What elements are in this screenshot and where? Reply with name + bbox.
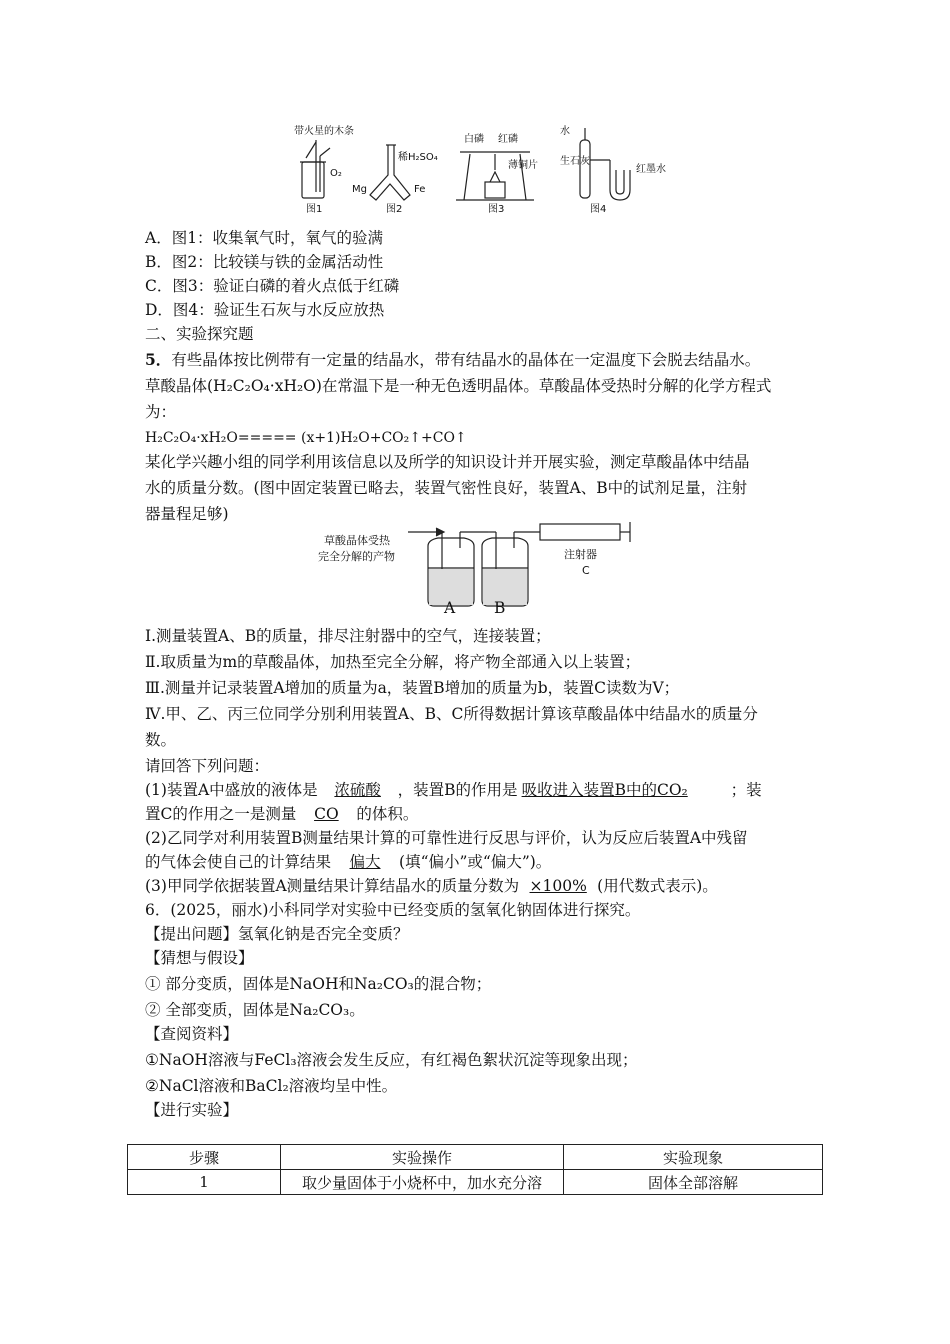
q5-number: 5． (145, 350, 172, 369)
experiment-table (127, 1144, 823, 1195)
header-step: 步骤 (128, 1145, 281, 1170)
q5-intro-3: 为： (145, 403, 177, 421)
fig2-left-label: Mg (352, 184, 367, 195)
q5-step-4-cont: 数。 (145, 731, 177, 749)
q5-step-3: Ⅲ.测量并记录装置A增加的质量为a，装置B增加的质量为b，装置C读数为V； (145, 679, 680, 697)
a1b-post: 的体积。 (356, 805, 419, 823)
bottle-a-label: A (444, 599, 456, 617)
q6-question: 【提出问题】氢氧化钠是否完全变质？ (145, 925, 409, 943)
header-phenomenon: 实验现象 (564, 1145, 823, 1170)
fig3-copper-label: 薄铜片 (508, 160, 538, 171)
a1-pre: (1)装置A中盛放的液体是 (145, 781, 318, 799)
q6-do-heading: 【进行实验】 (145, 1101, 239, 1119)
a1b-answer-gas: CO (314, 805, 339, 823)
a2-pre: 的气体会使自己的计算结果 (145, 853, 332, 871)
section-heading: 二、实验探究题 (145, 325, 254, 343)
syringe-label: 注射器 (564, 548, 597, 561)
fig2-acid-label: 稀H₂SO₄ (398, 152, 438, 163)
q5-step-4: Ⅳ.甲、乙、丙三位同学分别利用装置A、B、C所得数据计算该草酸晶体中结晶水的质量分 (145, 705, 758, 723)
table-row (128, 1170, 823, 1195)
fig4-ink-label: 红墨水 (636, 164, 666, 175)
q5-equation: H₂C₂O₄·xH₂O===== (x+1)H₂O+CO₂↑+CO↑ (145, 430, 467, 446)
q5-answer-2-line1: (2)乙同学对利用装置B测量结果计算的可靠性进行反思与评价，认为反应后装置A中残留 (145, 829, 748, 847)
fig4-lime-label: 生石灰 (560, 156, 590, 167)
a2-post: (填“偏小”或“偏大”)。 (399, 853, 552, 871)
q5-answer-1 (145, 780, 762, 800)
apparatus-inlet-label-1: 草酸晶体受热 (324, 534, 390, 547)
a3-pre: (3)甲同学依据装置A测量结果计算结晶水的质量分数为 (145, 877, 520, 895)
a1b-pre: 置C的作用之一是测量 (145, 805, 297, 823)
a2-answer: 偏大 (349, 853, 381, 871)
option-c: C．图3：验证白磷的着火点低于红磷 (145, 277, 400, 295)
apparatus-figure (318, 518, 638, 618)
apparatus-inlet-label-2: 完全分解的产物 (318, 550, 395, 563)
fig3-red-label: 红磷 (498, 134, 518, 145)
fig2-right-label: Fe (414, 184, 426, 195)
fig4-caption: 图4 (590, 204, 607, 215)
table-header-row (128, 1145, 823, 1170)
fig3-caption: 图3 (488, 204, 505, 215)
q5-intro-6: 器量程足够) (145, 505, 229, 523)
q5-intro-text: 有些晶体按比例带有一定量的结晶水，带有结晶水的晶体在一定温度下会脱去结晶水。 (171, 351, 761, 369)
fig3-white-label: 白磷 (464, 134, 484, 145)
a1-post: ；装 (730, 781, 762, 799)
a3-answer: ×100% (529, 877, 587, 895)
q6-guess-heading: 【猜想与假设】 (145, 949, 254, 967)
a1-mid: ，装置B的作用是 (397, 781, 518, 799)
q5-answer-1b (145, 804, 418, 824)
header-operation: 实验操作 (281, 1145, 564, 1170)
q5-prompt: 请回答下列问题： (145, 757, 270, 775)
fig4-water-label: 水 (560, 126, 570, 137)
q5-answer-2 (145, 852, 551, 872)
q6-head: 6．(2025，丽水)小科同学对实验中已经变质的氢氧化钠固体进行探究。 (145, 901, 641, 919)
q5-intro-5: 水的质量分数。(图中固定装置已略去，装置气密性良好，装置A、B中的试剂足量，注射 (145, 479, 748, 497)
q6-ref-2: ②NaCl溶液和BaCl₂溶液均呈中性。 (145, 1077, 398, 1095)
q5-step-1: Ⅰ.测量装置A、B的质量，排尽注射器中的空气，连接装置； (145, 627, 551, 645)
fig1-top-label: 带火星的木条 (294, 126, 354, 137)
figures-1-4 (290, 120, 670, 220)
bottle-b-label: B (494, 599, 506, 617)
q5-answer-3 (145, 876, 718, 896)
cell-step: 1 (128, 1170, 281, 1195)
syringe-letter: C (582, 564, 590, 577)
fig1-caption: 图1 (306, 204, 323, 215)
q6-guess-2: ② 全部变质，固体是Na₂CO₃。 (145, 1001, 365, 1019)
q6-ref-1: ①NaOH溶液与FeCl₃溶液会发生反应，有红褐色絮状沉淀等现象出现； (145, 1051, 638, 1069)
a1-answer-purpose: 吸收进入装置B中的CO₂ (521, 781, 688, 799)
q5-intro-1 (145, 350, 760, 370)
q5-step-2: Ⅱ.取质量为m的草酸晶体，加热至完全分解，将产物全部通入以上装置； (145, 653, 641, 671)
fig1-gas-label: O₂ (330, 168, 342, 179)
option-d: D．图4：验证生石灰与水反应放热 (145, 301, 385, 319)
fig2-caption: 图2 (386, 204, 403, 215)
q5-intro-4: 某化学兴趣小组的同学利用该信息以及所学的知识设计并开展实验，测定草酸晶体中结晶 (145, 453, 750, 471)
cell-operation: 取少量固体于小烧杯中，加水充分溶 (281, 1170, 564, 1195)
q6-guess-1: ① 部分变质，固体是NaOH和Na₂CO₃的混合物； (145, 975, 492, 993)
a1-answer-liquid: 浓硫酸 (334, 781, 381, 799)
a3-post: (用代数式表示)。 (597, 877, 718, 895)
q5-intro-2: 草酸晶体(H₂C₂O₄·xH₂O)在常温下是一种无色透明晶体。草酸晶体受热时分解的化学方程式 (145, 377, 772, 395)
q6-ref-heading: 【查阅资料】 (145, 1025, 239, 1043)
option-b: B．图2：比较镁与铁的金属活动性 (145, 253, 384, 271)
cell-phenomenon: 固体全部溶解 (564, 1170, 823, 1195)
option-a: A．图1：收集氧气时，氧气的验满 (145, 229, 384, 247)
